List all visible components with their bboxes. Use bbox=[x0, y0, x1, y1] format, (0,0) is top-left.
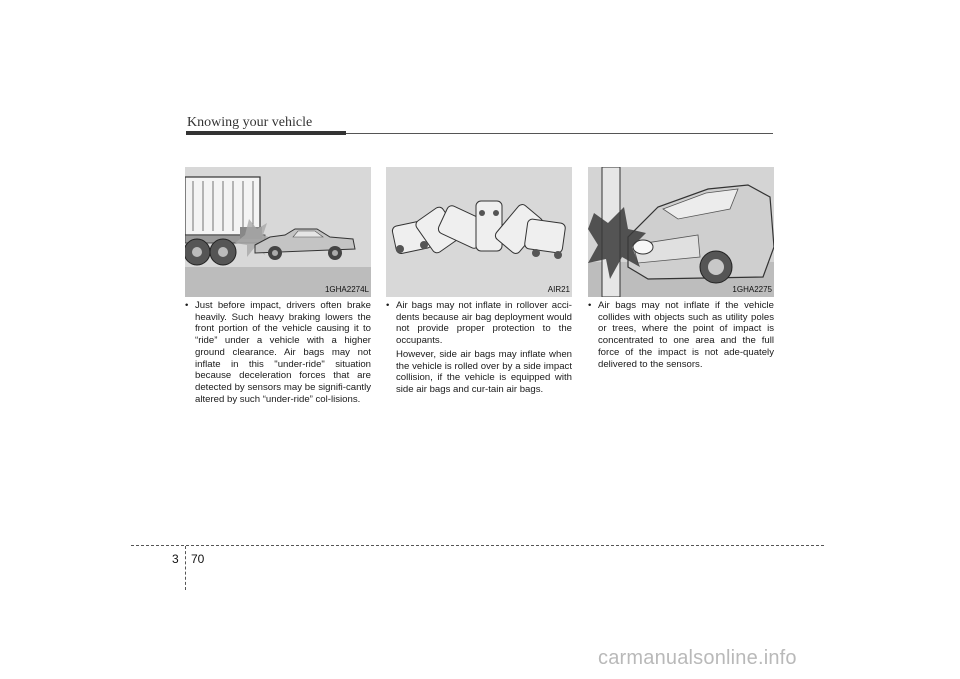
bullet-text: Air bags may not inflate in rollover acci-dents because air bag deployment would not provide proper protection to the occupants. bbox=[396, 300, 572, 347]
bullet-text: Air bags may not inflate if the vehicle collides with objects such as utility poles or trees, where the point of impact is concentrated to one area and the full force of the impact is not ade-quately delivered to the sensors. bbox=[598, 300, 774, 370]
footer-divider bbox=[131, 545, 824, 546]
bullet-mark: • bbox=[185, 300, 189, 311]
paragraph: However, side air bags may inflate when the vehicle is rolled over by a side impact collision, if the vehicle is equipped with side air bags and cur-tain air bags. bbox=[396, 348, 572, 395]
bullet-text: Just before impact, drivers often brake heavily. Such heavy braking lowers the front portion of the vehicle causing it to “ride” under a vehicle with a higher ground clearance. Air bags may not inflate in this "under-ride" situation because deceleration forces that are detected by sensors may be signifi-cantly altered by such “under-ride” col-lisions. bbox=[195, 300, 371, 405]
header-rule-thin bbox=[346, 133, 773, 134]
chapter-number: 3 bbox=[172, 552, 179, 566]
text-column-1 bbox=[185, 300, 371, 405]
text-column-3 bbox=[588, 300, 774, 370]
footer-vertical-divider bbox=[185, 546, 186, 590]
figure-rollover bbox=[386, 167, 572, 297]
figure-pole-collision bbox=[588, 167, 774, 297]
truck-underride-illustration bbox=[185, 167, 371, 297]
header-rule-thick bbox=[186, 131, 346, 135]
figure-caption: AIR21 bbox=[547, 285, 570, 294]
figure-underride bbox=[185, 167, 371, 297]
text-column-2 bbox=[386, 300, 572, 396]
rollover-illustration bbox=[386, 167, 572, 297]
figure-caption: 1GHA2274L bbox=[324, 285, 369, 294]
bullet-mark: • bbox=[588, 300, 592, 311]
figure-caption: 1GHA2275 bbox=[732, 285, 772, 294]
watermark: carmanualsonline.info bbox=[598, 647, 797, 669]
bullet-mark: • bbox=[386, 300, 390, 311]
page-header-title: Knowing your vehicle bbox=[187, 115, 313, 130]
page-number: 70 bbox=[191, 552, 205, 566]
pole-collision-illustration bbox=[588, 167, 774, 297]
